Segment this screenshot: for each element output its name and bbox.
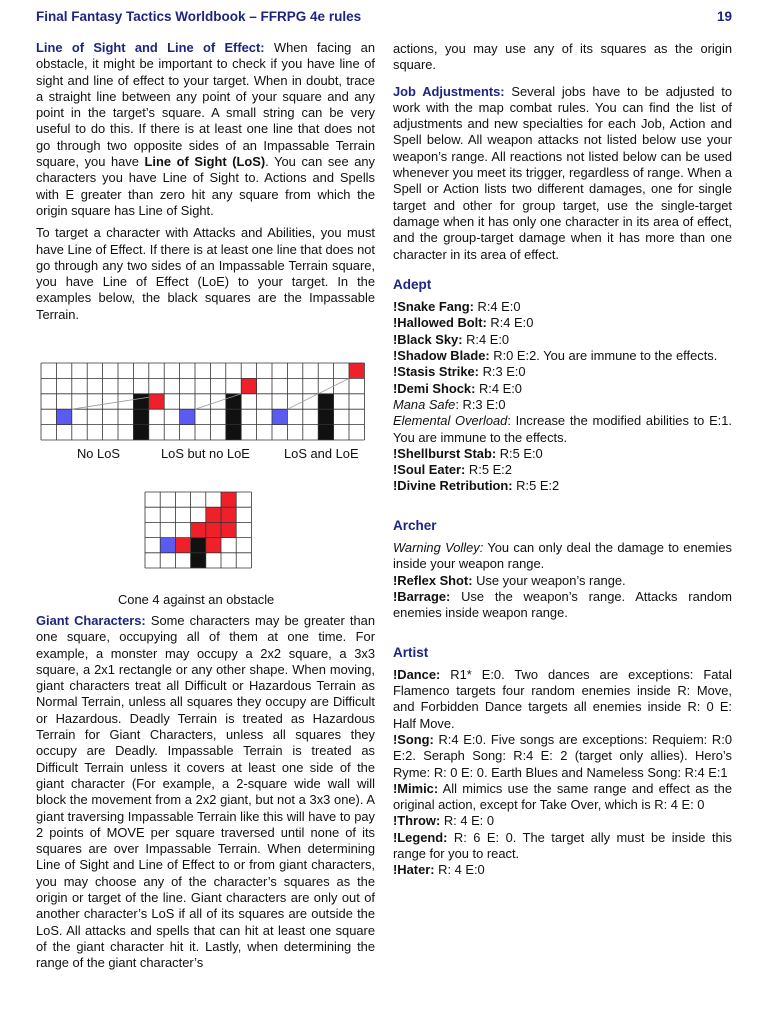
artist-entry — [393, 781, 732, 814]
artist-entry — [393, 667, 732, 732]
archer-list — [393, 540, 732, 621]
los-term: Line of Sight (LoS) — [144, 154, 266, 170]
adept-entry — [393, 364, 732, 380]
adept-entry — [393, 332, 732, 348]
origin-square — [180, 409, 195, 424]
entry-name: Warning Volley: — [393, 540, 484, 556]
origin-square — [160, 538, 175, 553]
impassable-square — [133, 425, 148, 440]
cone-square — [191, 522, 206, 537]
entry-name: Elemental Overload — [393, 413, 508, 429]
adept-entry — [393, 446, 732, 462]
entry-name: !Hater: — [393, 862, 435, 878]
entry-text: R:4 E:0 — [473, 299, 521, 315]
impassable-square — [318, 409, 333, 424]
entry-text: R:4 E:0 — [462, 331, 510, 347]
entry-text: R:4 E:0 — [486, 315, 534, 331]
entry-text: R:3 E:0 — [478, 364, 526, 380]
entry-name: !Snake Fang: — [393, 299, 474, 315]
impassable-square — [133, 394, 148, 409]
adept-entry — [393, 315, 732, 331]
entry-name: !Divine Retribution: — [393, 478, 513, 494]
left-column-top — [36, 40, 375, 323]
cone-diagram — [144, 491, 266, 579]
entry-text: You can only deal the damage to enemies inside your weapon range. — [393, 540, 732, 572]
artist-entry — [393, 830, 732, 863]
job-heading: Job Adjustments: — [393, 83, 505, 99]
entry-name: !Shellburst Stab: — [393, 445, 497, 461]
impassable-square — [226, 409, 241, 424]
adept-entry — [393, 348, 732, 364]
entry-name: !Soul Eater: — [393, 462, 466, 478]
artist-entry — [393, 732, 732, 781]
entry-name: !Black Sky: — [393, 331, 463, 347]
cone-square — [206, 507, 221, 522]
cone-square — [221, 492, 236, 507]
caption-no-los: No LoS — [77, 446, 120, 461]
entry-name: !Throw: — [393, 813, 441, 829]
entry-name: !Stasis Strike: — [393, 364, 479, 380]
adept-entry — [393, 381, 732, 397]
entry-text: R:5 E:2 — [512, 478, 560, 494]
impassable-square — [318, 425, 333, 440]
cone-square — [206, 538, 221, 553]
entry-name: !Shadow Blade: — [393, 348, 490, 364]
adept-entry — [393, 478, 732, 494]
entry-name: !Hallowed Bolt: — [393, 315, 487, 331]
entry-name: !Legend: — [393, 829, 448, 845]
continued-paragraph: actions, you may use any of its squares as the origin square. — [393, 41, 732, 73]
cone-square — [175, 538, 190, 553]
entry-text: R:4 E:0 — [475, 380, 522, 396]
archer-entry — [393, 573, 732, 589]
entry-text: Use your weapon’s range. — [472, 572, 626, 588]
caption-los-no-loe: LoS but no LoE — [161, 446, 250, 461]
giant-heading: Giant Characters: — [36, 613, 146, 628]
impassable-square — [133, 409, 148, 424]
entry-text: R:5 E:0 — [496, 445, 543, 461]
impassable-square — [318, 394, 333, 409]
entry-name: !Barrage: — [393, 588, 451, 604]
archer-entry — [393, 540, 732, 573]
cone-square — [221, 522, 236, 537]
entry-name: !Reflex Shot: — [393, 572, 473, 588]
artist-list — [393, 667, 732, 879]
entry-text: R1* E:0. Two dances are exceptions: Fatal Flamenco targets four random enemies inside R: Move, and Forbidden Dance targets all enemies inside R: 0 E: Half Move. — [393, 666, 732, 731]
job-adjustments-paragraph: Job Adjustments: Several jobs have to be adjusted to work with the map combat rules. You can find the list of adjustments and new specialties for each Job, Action and Spell below. All weapon attacks not listed below use your weapon’s range. All reactions not listed below can be used whenever you meet its trigger, regardless of range. When a Spell or Action lists two different damages, one for single target and other for group target, use the single-target damage when it has only one character in its area of effect, and the group-target damage when it has more than one character in its area of effect. — [393, 83, 732, 262]
book-title: Final Fantasy Tactics Worldbook – FFRPG 4e rules — [36, 9, 362, 24]
loe-paragraph: To target a character with Attacks and Abilities, you must have Line of Effect. If there is at least one line that does not go through any two sides of an Impassable Terrain square, you have Line of Effect (LoE) to your target. In the examples below, the black squares are the Impassable Terrain. — [36, 225, 375, 322]
entry-text: All mimics use the same range and effect as the original action, except for Take Over, which is R: 4 E: 0 — [393, 780, 732, 813]
origin-square — [272, 409, 287, 424]
los-heading: Line of Sight and Line of Effect: — [36, 40, 265, 55]
artist-entry — [393, 813, 732, 829]
adept-list — [393, 299, 732, 495]
adept-heading: Adept — [393, 276, 432, 292]
entry-name: !Dance: — [393, 666, 441, 682]
target-square — [349, 363, 364, 378]
entry-text: Use the weapon’s range. Attacks random enemies inside weapon range. — [393, 588, 732, 621]
origin-square — [56, 409, 71, 424]
caption-cone: Cone 4 against an obstacle — [118, 592, 275, 607]
entry-name: !Demi Shock: — [393, 380, 476, 396]
impassable-square — [191, 538, 206, 553]
adept-entry — [393, 462, 732, 478]
adept-entry — [393, 413, 732, 446]
right-column — [393, 41, 732, 879]
adept-entry — [393, 299, 732, 315]
entry-text: R: 6 E: 0. The target ally must be inside this range for you to react. — [393, 829, 732, 862]
los-diagram — [40, 362, 375, 442]
page-number: 19 — [716, 9, 732, 24]
archer-heading: Archer — [393, 517, 437, 533]
target-square — [241, 378, 256, 393]
impassable-square — [191, 553, 206, 568]
target-square — [149, 394, 164, 409]
page-header — [36, 9, 732, 29]
los-paragraph: Line of Sight and Line of Effect: When facing an obstacle, it might be important to check if you have line of sight and line of effect to your target. When in doubt, trace a straight line between any point of your square and any point in the target’s square. A small string can be very useful to do this. If there is at least one line that does not go through two opposite sides of an Impassable Terrain square, you have Line of Sight (LoS). You can see any characters you have Line of Sight to. Actions and Spells with E greater than zero hit any square from which the origin square has Line of Sight. — [36, 40, 375, 218]
artist-entry — [393, 862, 732, 878]
artist-heading: Artist — [393, 644, 429, 660]
entry-text: R:4 E:0. Five songs are exceptions: Requiem: R:0 E:2. Seraph Song: R:4 E: 2 (target only allies). Hero’s Ryme: R: 0 E: 0. Earth Blues and Nameless Song: R:4 E:1 — [393, 731, 732, 780]
entry-text: R: 4 E: 0 — [440, 813, 494, 829]
cone-square — [206, 522, 221, 537]
cone-square — [221, 507, 236, 522]
entry-name: !Mimic: — [393, 780, 439, 796]
entry-text: R:5 E:2 — [465, 462, 512, 478]
archer-entry — [393, 589, 732, 622]
entry-text: R:0 E:2. You are immune to the effects. — [489, 348, 718, 364]
impassable-square — [226, 425, 241, 440]
left-column-bottom — [36, 613, 375, 972]
caption-los-and-loe: LoS and LoE — [284, 446, 359, 461]
entry-text: : Increase the modified abilities to E:1. You are immune to the effects. — [393, 413, 733, 445]
entry-text: R: 4 E:0 — [434, 862, 485, 878]
entry-text: : R:3 E:0 — [455, 396, 506, 412]
entry-name: Mana Safe — [393, 396, 456, 412]
giant-paragraph: Giant Characters: Some characters may be greater than one square, occupying all of them at one time. For example, a monster may occupy a 2x2 square, a 3x3 square, a 2x1 rectangle or any other shape. When moving, giant characters treat all Difficult or Hazardous Terrain as Normal Terrain, unless all squares they occupy are Difficult or Hazardous. Deadly Terrain is treated as Hazardous Terrain for Giant Characters, unless all squares they occupy are Deadly. Impassable Terrain is treated as Difficult Terrain unless it covers at least one side of the giant character (For example, a 2-square wide wall will block the movement from a 2x2 giant, but not a 3x3 one). A giant traversing Impassable Terrain like this will have to pay 2 points of MOVE per square traversed until none of its squares are over Impassable Terrain. When determining Line of Sight and Line of Effect to or from giant characters, you may choose any of the character’s squares as the origin or target of the line. Giant characters are only out of another character’s LoS if all of its squares are outside the LoS. All attacks and spells that can hit at least one square of the giant character hit it. Lastly, when determining the range of the giant character’s — [36, 613, 375, 971]
adept-entry — [393, 397, 732, 413]
entry-name: !Song: — [393, 731, 434, 747]
